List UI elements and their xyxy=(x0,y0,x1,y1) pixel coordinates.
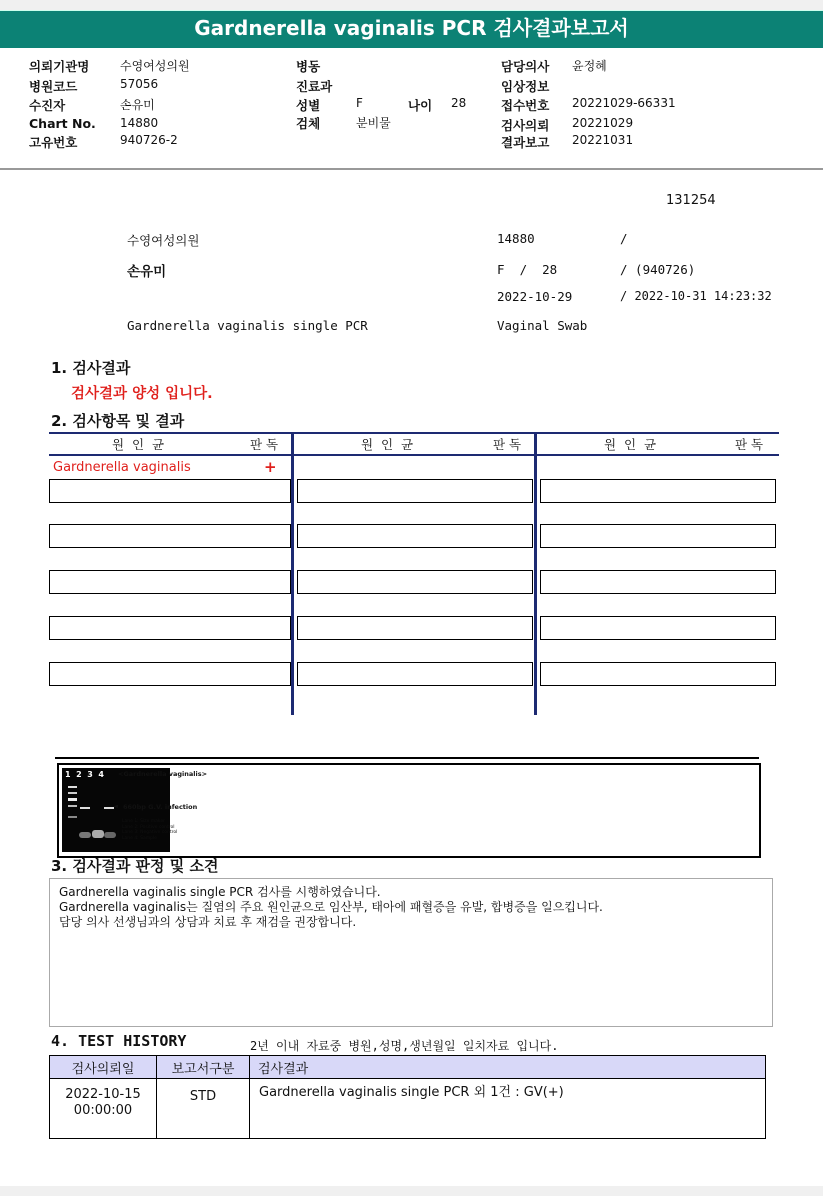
gel-band xyxy=(68,792,77,794)
report-code: 131254 xyxy=(666,193,716,208)
result-box xyxy=(540,570,776,594)
gel-band xyxy=(68,805,77,807)
info-value: 14880 xyxy=(120,116,159,130)
result-box xyxy=(297,570,533,594)
section-3-title: 3. 검사결과 판정 및 소견 xyxy=(51,857,219,875)
info-label: 임상정보 xyxy=(501,79,550,94)
section-4-title: 4. TEST HISTORY xyxy=(51,1032,187,1050)
info-label: 접수번호 xyxy=(501,98,550,113)
sheet-chart: 14880 xyxy=(497,231,535,246)
gel-figure xyxy=(57,763,761,858)
organism-reading: + xyxy=(264,458,277,476)
info-value: 57056 xyxy=(120,77,159,91)
info-value: F xyxy=(356,96,363,110)
sheet-slash: / xyxy=(620,231,628,246)
result-box xyxy=(540,479,776,503)
gel-lane-numbers: 1 2 3 4 xyxy=(65,770,104,779)
gel-arrow: ◄ xyxy=(113,802,118,810)
result-box xyxy=(540,524,776,548)
history-note: 2년 이내 자료중 병원,성명,생년월일 일치자료 입니다. xyxy=(250,1039,559,1053)
gel-band xyxy=(68,798,77,801)
sheet-report-date: / 2022-10-31 14:23:32 xyxy=(620,289,772,303)
history-date-cell xyxy=(50,1079,157,1139)
gel-legend xyxy=(122,819,177,841)
info-label: 병원코드 xyxy=(29,79,78,94)
info-label: 성별 xyxy=(296,98,321,113)
info-label: 나이 xyxy=(408,98,433,113)
result-box xyxy=(49,479,291,503)
sheet-sex-age: F / 28 xyxy=(497,262,558,277)
table-top-rule xyxy=(49,432,779,434)
result-box xyxy=(49,662,291,686)
gel-legend-item: Lane 3: Negative control xyxy=(122,830,178,835)
gel-top-rule xyxy=(55,757,759,759)
table-header-rule xyxy=(49,454,779,456)
sheet-patient: 손유미 xyxy=(127,264,167,280)
column-divider xyxy=(291,432,294,715)
history-row xyxy=(50,1079,766,1139)
sheet-specimen: Vaginal Swab xyxy=(497,318,588,333)
section-1-title: 1. 검사결과 xyxy=(51,359,131,377)
info-value: 20221029 xyxy=(572,116,634,130)
result-box xyxy=(49,616,291,640)
comment-text xyxy=(59,885,603,930)
gel-legend-item: Lane 1: Size maker xyxy=(122,819,165,824)
info-value: 분비물 xyxy=(356,116,391,130)
patient-info-panel xyxy=(0,48,823,168)
gel-band-label: 660bp G.V. infection xyxy=(123,803,198,811)
col-header-organism: 원 인 균 xyxy=(112,437,165,452)
gel-band xyxy=(104,832,116,838)
result-box xyxy=(297,662,533,686)
result-box xyxy=(49,524,291,548)
history-header: 검사결과 xyxy=(250,1056,766,1079)
result-box xyxy=(297,616,533,640)
col-header-organism: 원 인 균 xyxy=(604,437,657,452)
col-header-organism: 원 인 균 xyxy=(361,437,414,452)
result-positive: 검사결과 양성 입니다. xyxy=(71,386,213,402)
sheet-test-name: Gardnerella vaginalis single PCR xyxy=(127,318,368,333)
info-value: 940726-2 xyxy=(120,133,178,147)
result-box xyxy=(297,524,533,548)
history-header: 검사의뢰일 xyxy=(50,1056,157,1079)
result-box xyxy=(540,662,776,686)
info-label: 결과보고 xyxy=(501,135,550,150)
gel-band xyxy=(68,816,77,818)
gel-legend-item: Lane 2: Positive control xyxy=(122,824,175,830)
report-title: Gardnerella vaginalis PCR 검사결과보고서 xyxy=(194,16,629,40)
result-box xyxy=(49,570,291,594)
history-table xyxy=(49,1055,766,1139)
gel-band xyxy=(80,807,90,809)
info-label: 병동 xyxy=(296,59,321,74)
gel-band xyxy=(68,786,77,788)
history-type: STD xyxy=(157,1079,250,1139)
info-label: 검체 xyxy=(296,116,321,131)
history-date: 2022-10-15 xyxy=(65,1087,141,1102)
gel-legend-item: Lane 4: Sample xyxy=(122,835,157,841)
info-value: 20221031 xyxy=(572,133,634,147)
gel-band xyxy=(92,830,104,838)
gel-band xyxy=(79,832,91,838)
info-label: 수진자 xyxy=(29,98,66,113)
column-divider xyxy=(534,432,537,715)
history-time: 00:00:00 xyxy=(73,1103,133,1118)
organism-name: Gardnerella vaginalis xyxy=(53,460,191,475)
sheet-request-date: 2022-10-29 xyxy=(497,289,573,304)
comment-box xyxy=(49,878,773,1027)
comment-line: Gardnerella vaginalis single PCR 검사를 시행하였습니다. xyxy=(59,885,381,899)
col-header-reading: 판 독 xyxy=(493,437,522,452)
result-box xyxy=(297,479,533,503)
info-label: Chart No. xyxy=(29,116,96,131)
info-value: 수영여성의원 xyxy=(120,59,190,73)
sheet-birth: / (940726) xyxy=(620,262,696,277)
comment-line: Gardnerella vaginalis는 질염의 주요 원인균으로 임산부, 태아에 패혈증을 유발, 합병증을 일으킵니다. xyxy=(59,900,603,914)
info-value: 20221029-66331 xyxy=(572,96,676,110)
info-value: 28 xyxy=(451,96,467,110)
info-label: 의뢰기관명 xyxy=(29,59,90,74)
info-label: 진료과 xyxy=(296,79,333,94)
info-value: 윤정혜 xyxy=(572,59,607,73)
info-label: 담당의사 xyxy=(501,59,550,74)
col-header-reading: 판 독 xyxy=(250,437,279,452)
sheet-hospital: 수영여성의원 xyxy=(127,233,200,248)
gel-title: <Gardnerella vaginalis> xyxy=(118,770,208,778)
history-header: 보고서구분 xyxy=(157,1056,250,1079)
section-2-title: 2. 검사항목 및 결과 xyxy=(51,412,185,430)
info-label: 고유번호 xyxy=(29,135,78,150)
col-header-reading: 판 독 xyxy=(735,437,764,452)
info-label: 검사의뢰 xyxy=(501,118,550,133)
history-result: Gardnerella vaginalis single PCR 외 1건 : GV(+) xyxy=(250,1079,766,1139)
info-value: 손유미 xyxy=(120,98,155,112)
result-box xyxy=(540,616,776,640)
comment-line: 담당 의사 선생님과의 상담과 치료 후 재검을 권장합니다. xyxy=(59,915,357,929)
